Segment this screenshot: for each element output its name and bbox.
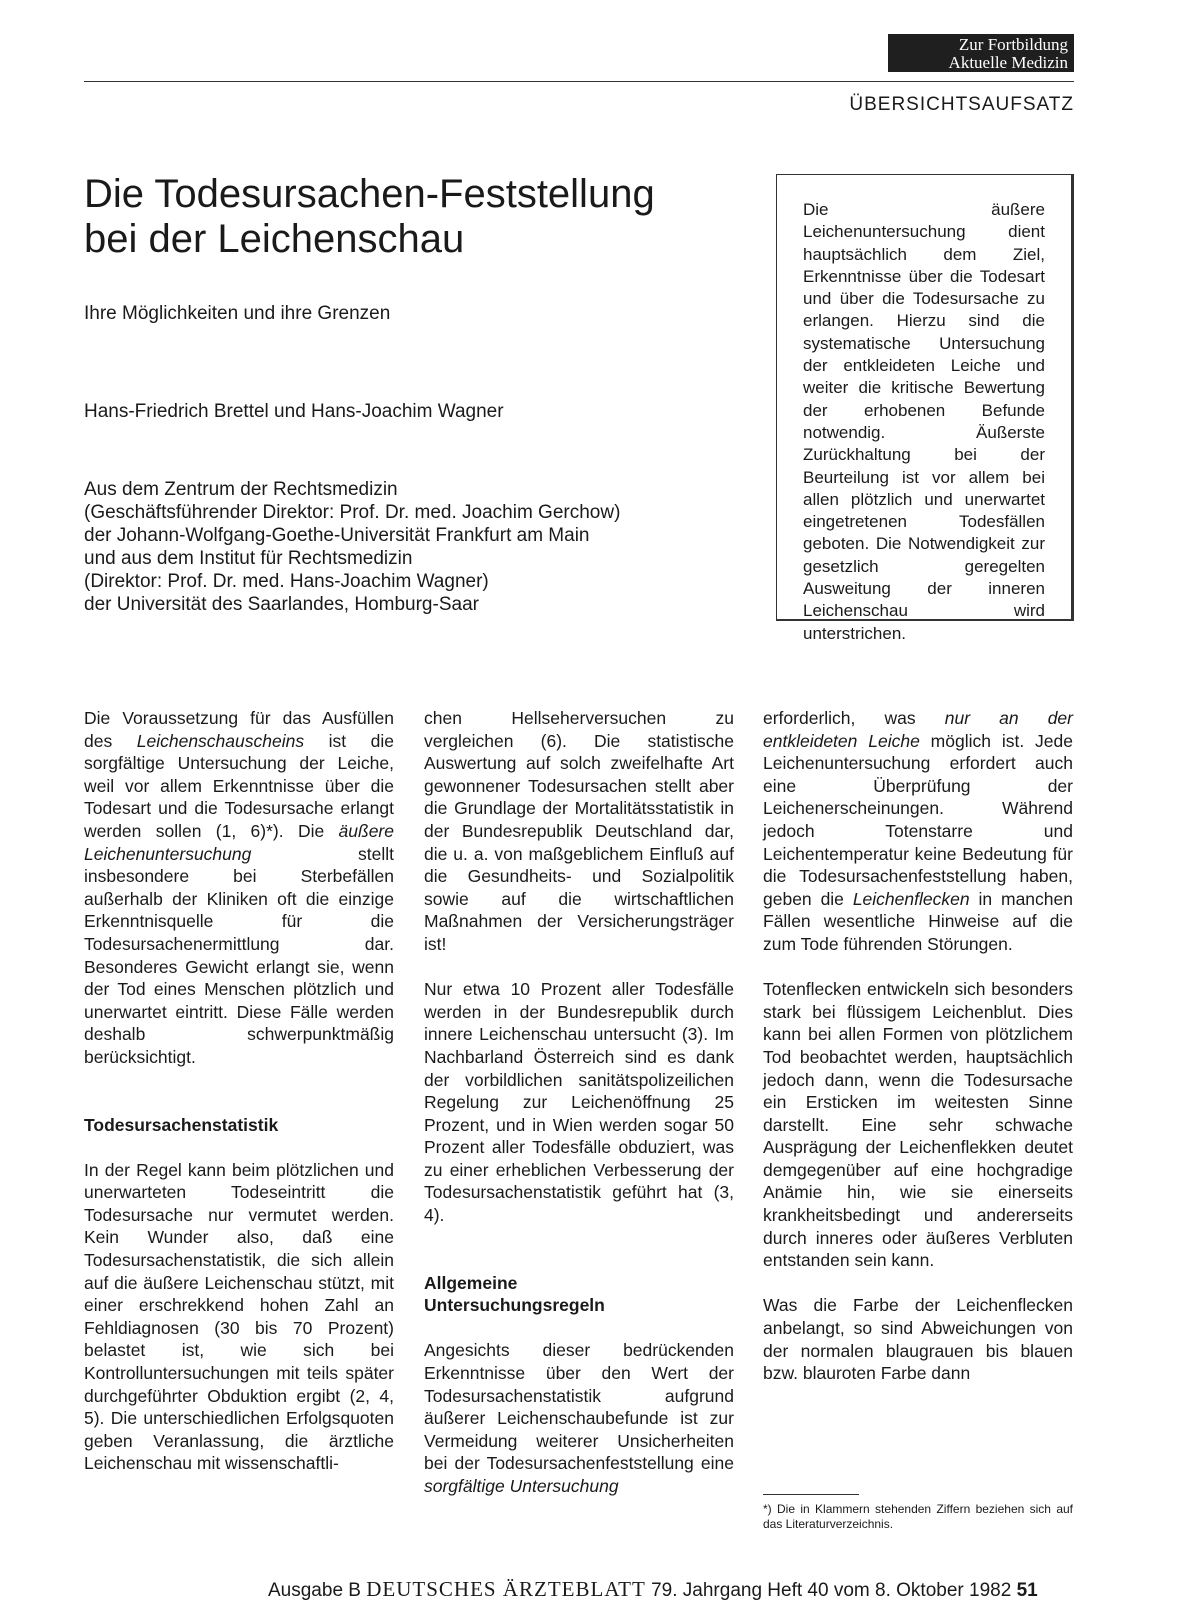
emphasis: nur an der entkleideten Leiche xyxy=(763,708,1073,751)
paragraph: Angesichts dieser bedrückenden Erkenntnisse über den Wert der Todesursachenstatistik aufgrund äußerer Leichenschaubefunde ist zur Vermeidung weiterer Unsicherheiten bei der Todesursachenfeststellung eine sorgfältige Untersuchung xyxy=(424,1340,734,1496)
affiliation-line: (Geschäftsführender Direktor: Prof. Dr. med. Joachim Gerchow) xyxy=(84,502,621,523)
footnote: *) Die in Klammern stehenden Ziffern beziehen sich auf das Literaturverzeichnis. xyxy=(763,1502,1073,1531)
footer-journal: DEUTSCHES ÄRZTEBLATT xyxy=(366,1577,646,1601)
affiliation-line: der Johann-Wolfgang-Goethe-Universität Frankfurt am Main xyxy=(84,525,590,546)
body-column-3 xyxy=(763,707,1073,1407)
abstract-box xyxy=(776,174,1074,643)
header-rule xyxy=(84,81,1074,82)
page-number: 51 xyxy=(1016,1580,1038,1601)
page-footer xyxy=(268,1577,1074,1602)
affiliation-line: der Universität des Saarlandes, Homburg-Saar xyxy=(84,594,479,615)
footer-issue: 79. Jahrgang Heft 40 vom 8. Oktober 1982 xyxy=(651,1580,1012,1601)
emphasis: sorgfältige Untersuchung xyxy=(424,1476,619,1496)
tag-line-2: Aktuelle Medizin xyxy=(948,53,1068,72)
paragraph: chen Hellseherversuchen zu vergleichen (6). Die statistische Auswertung auf solch zweifelhafte Art gewonnener Todesursachen stellt aber die Grundlage der Mortalitätsstatistik in der Bundesrepublik Deutschland dar, die u. a. von maßgeblichem Einfluß auf die Gesundheits- und Sozialpolitik sowie auf die wirtschaftlichen Maßnahmen der Versicherungsträger ist! xyxy=(424,708,734,954)
section-tag xyxy=(888,34,1074,72)
paragraph: erforderlich, was nur an der entkleideten Leiche möglich ist. Jede Leichenuntersuchung erfordert auch eine Überprüfung der Leichenerscheinungen. Während jedoch Totenstarre und Leichentemperatur keine Bedeutung für die Todesursachenfeststellung haben, geben die Leichenflecken in manchen Fällen wesentliche Hinweise auf die zum Tode führenden Störungen. xyxy=(763,708,1073,954)
paragraph: Nur etwa 10 Prozent aller Todesfälle werden in der Bundesrepublik durch innere Leichenschau untersucht (3). Im Nachbarland Österreich sind es dank der vorbildlichen sanitätspolizeilichen Regelung zur Leichenöffnung 25 Prozent, und in Wien werden sogar 50 Prozent aller Todesfälle obduziert, was zu einer erheblichen Verbesserung der Todesursachenstatistik geführt hat (3, 4). xyxy=(424,979,734,1226)
paragraph: Was die Farbe der Leichenflecken anbelangt, so sind Abweichungen von der normalen blaugrauen bis blauen bzw. blauroten Farbe dann xyxy=(763,1295,1073,1384)
body-column-1 xyxy=(84,707,394,1498)
article-authors: Hans-Friedrich Brettel und Hans-Joachim Wagner xyxy=(84,401,504,422)
article-title xyxy=(84,172,724,262)
section-heading: Todesursachenstatistik xyxy=(84,1114,279,1135)
affiliation-line: (Direktor: Prof. Dr. med. Hans-Joachim Wagner) xyxy=(84,571,489,592)
emphasis: äußere Leichenuntersuchung xyxy=(84,820,394,864)
title-line-1: Die Todesursachen-Feststellung xyxy=(84,172,655,216)
body-column-2 xyxy=(424,707,734,1520)
title-line-2: bei der Leichenschau xyxy=(84,217,465,261)
affiliation-block xyxy=(84,478,724,616)
emphasis: Leichenflecken xyxy=(852,888,970,909)
paragraph: Die Voraussetzung für das Ausfüllen des Leichenschauscheins ist die sorgfältige Untersuchung der Leiche, weil vor allem Erkenntnisse über die Todesart und die Todesursache erlangt werden sollen (1, 6)*). Die äußere Leichenuntersuchung stellt insbesondere bei Sterbefällen außerhalb der Kliniken oft die einzige Erkenntnisquelle für die Todesursachenermittlung dar. Besonderes Gewicht erlangt sie, wenn der Tod eines Menschen plötzlich und unerwartet eintritt. Diese Fälle werden deshalb schwerpunktmäßig berücksichtigt. xyxy=(84,708,395,1067)
footnote-rule xyxy=(763,1494,859,1495)
section-label: ÜBERSICHTSAUFSATZ xyxy=(849,94,1074,115)
abstract-text: Die äußere Leichenuntersuchung dient hauptsächlich dem Ziel, Erkenntnisse über die Todesart und über die Todesursache zu erlangen. Hierzu sind die systematische Untersuchung der entkleideten Leiche und weiter die kritische Bewertung der erhobenen Befunde notwendig. Äußerste Zurückhaltung bei der Beurteilung ist vor allem bei allen plötzlich und unerwartet eingetretenen Todesfällen geboten. Die Notwendigkeit zur gesetzlich geregelten Ausweitung der inneren Leichenschau wird unterstrichen. xyxy=(803,200,1045,643)
paragraph: Totenflecken entwickeln sich besonders stark bei flüssigem Leichenblut. Dies kann bei allen Formen von plötzlichem Tod beobachtet werden, hauptsächlich jedoch dann, wenn die Todesursache ein Ersticken im weitesten Sinne darstellt. Eine sehr schwache Ausprägung der Leichenflekken deutet demgegenüber auf eine hochgradige Anämie hin, wie sie einerseits krankheitsbedingt und andererseits durch inneres oder äußeres Verbluten entstanden sein kann. xyxy=(763,979,1073,1271)
article-subtitle: Ihre Möglichkeiten und ihre Grenzen xyxy=(84,303,391,324)
footer-edition: Ausgabe B xyxy=(268,1580,361,1601)
section-heading: Allgemeine Untersuchungsregeln xyxy=(424,1272,605,1316)
emphasis: Leichenschauscheins xyxy=(136,730,305,751)
affiliation-line: und aus dem Institut für Rechtsmedizin xyxy=(84,548,413,569)
affiliation-line: Aus dem Zentrum der Rechtsmedizin xyxy=(84,479,398,500)
paragraph: In der Regel kann beim plötzlichen und unerwarteten Todeseintritt die Todesursache nur vermutet werden. Kein Wunder also, daß eine Todesursachenstatistik, die sich allein auf die äußere Leichenschau stützt, mit einer erschrekkend hohen Zahl an Fehldiagnosen (30 bis 70 Prozent) belastet ist, wie sich bei Kontrolluntersuchungen mit teils später durchgeführter Obduktion ergibt (2, 4, 5). Die unterschiedlichen Erfolgsquoten geben Veranlassung, die ärztliche Leichenschau mit wissenschaftli- xyxy=(84,1159,394,1474)
tag-line-1: Zur Fortbildung xyxy=(958,35,1068,54)
